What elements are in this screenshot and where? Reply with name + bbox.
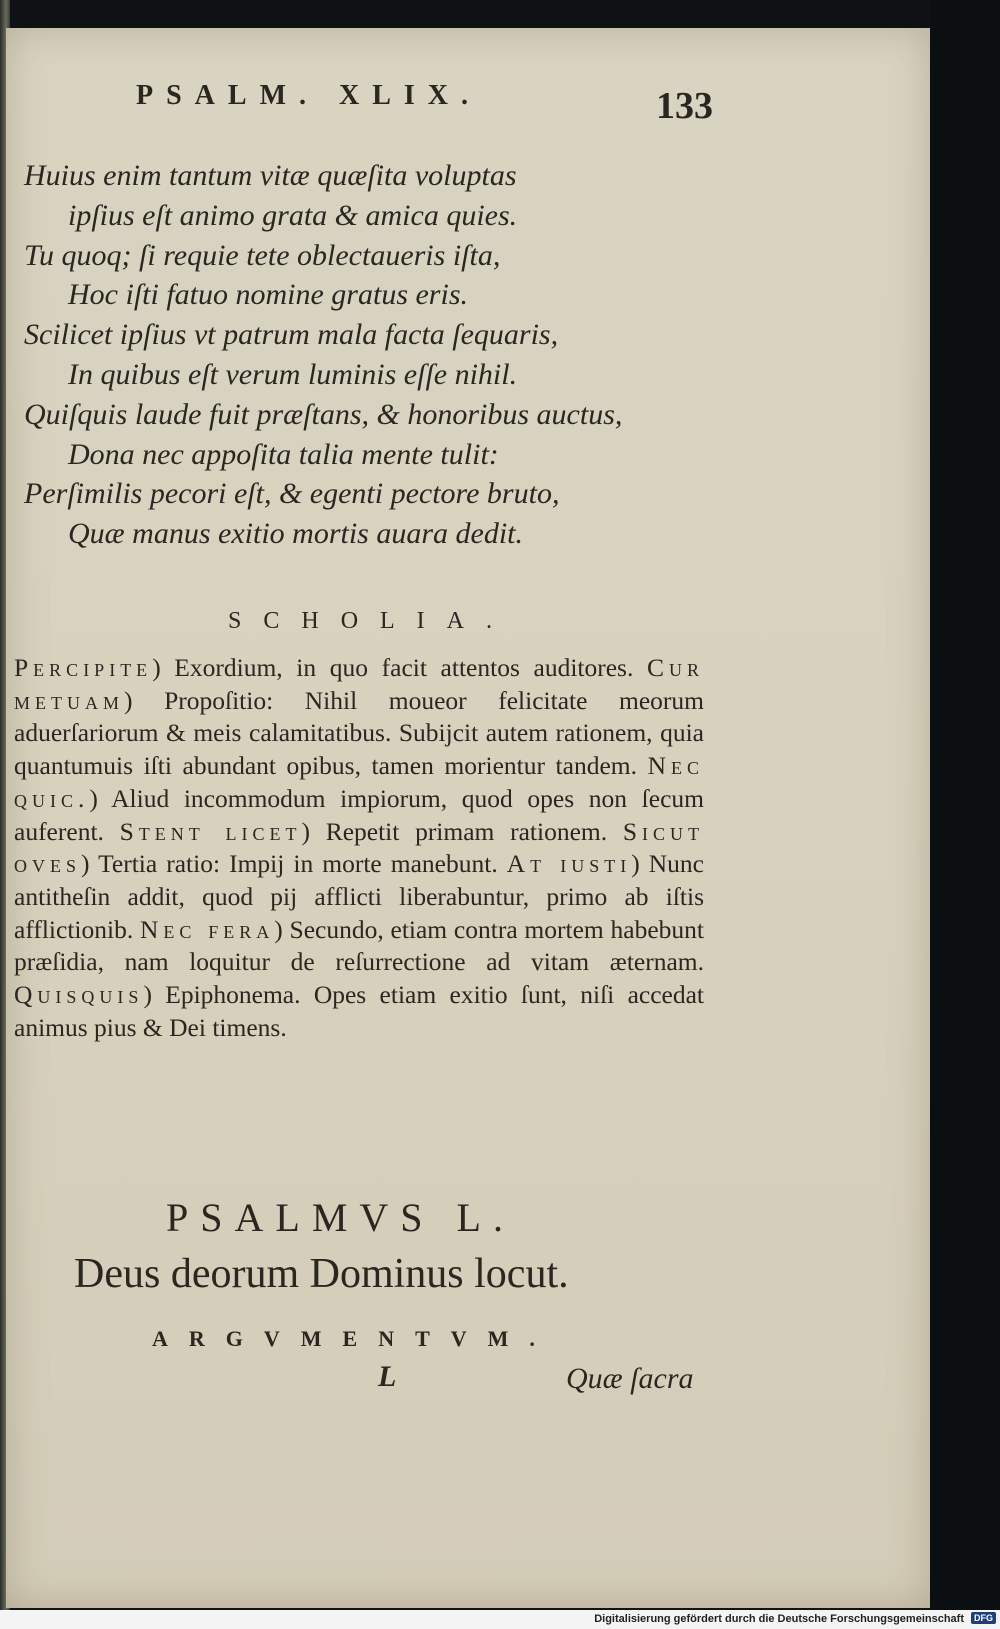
scholia-text: ) Tertia ratio: Impij in morte manebunt. [81,849,498,879]
scholia-lemma: Percipite [14,653,153,682]
signature-mark: L [378,1360,397,1393]
scholia-lemma: Stent licet [119,816,302,846]
scholia-text: ) Propoſitio: Nihil moueor felicitate meorum aduerſariorum & meis calamitatibus. Subijcit autem rationem, quia quantumuis iſti abundant opibus, tamen morientur tandem. [14,685,704,781]
psalm-title: PSALMVS L. [166,1195,515,1240]
running-head: PSALM. XLIX. [136,80,482,111]
scholia-lemma: Nec quic. [14,751,705,813]
page-number: 133 [656,85,713,127]
dfg-logo: DFG [971,1612,996,1624]
psalm-incipit: Deus deorum Dominus locut. [74,1251,569,1297]
funding-credit: Digitalisierung gefördert durch die Deutsche Forschungsgemeinschaft [594,1613,964,1625]
verse-line: Perſimilis pecori eſt, & egenti pectore bruto, [24,477,560,511]
verse-line: In quibus eſt verum luminis eſſe nihil. [68,357,518,391]
scholia-text: ) Exordium, in quo facit attentos auditores. [152,653,634,682]
scholia-lemma: Quisquis [14,980,144,1010]
scholia-lemma: At iusti [506,849,632,879]
verse-line: Quæ manus exitio mortis auara dedit. [68,517,523,551]
scan-right-border [930,0,1000,1610]
scholia-lemma: Nec fera [140,914,275,944]
scholia-text: ) Secundo, etiam contra mortem habebunt præſidia, nam loquitur de reſurrectione ad vitam æternam. [14,914,704,977]
verse-line: ipſius eſt animo grata & amica quies. [68,198,518,232]
scholia-text: ) Epiphonema. Opes etiam exitio ſunt, niſi accedat animus pius & Dei timens. [14,980,704,1042]
scholia-text: ) Nunc antitheſin addit, quod pij afflicti liberabuntur, primo ab iſtis afflictionib. [14,849,704,944]
scholia-lemma: Sicut oves [14,816,705,879]
verse-line: Huius enim tantum vitæ quæſita voluptas [24,159,517,192]
verse-line: Scilicet ipſius vt patrum mala facta ſequaris, [24,318,559,352]
verse-line: Hoc iſti fatuo nomine gratus eris. [68,278,468,312]
scholia-text: ) Repetit primam rationem. [301,816,608,846]
scholia-heading: SCHOLIA. [228,608,515,634]
verse-line: Dona nec appoſita talia mente tulit: [68,437,499,471]
scholia-commentary [14,652,704,1044]
verse-line: Quiſquis laude fuit præſtans, & honoribus auctus, [24,397,623,431]
scan-top-border [0,0,1000,30]
scholia-lemma: Cur metuam [14,653,705,715]
scholia-text: ) Aliud incommodum impiorum, quod opes non ſecum auferent. [14,783,704,846]
book-page [6,28,930,1608]
argument-heading: ARGVMENTVM. [152,1326,556,1351]
verse-block [24,156,744,554]
catchword: Quæ ſacra [566,1362,694,1395]
verse-line: Tu quoq; ſi requie tete oblectaueris iſta, [24,238,501,272]
digitization-footer [0,1610,1000,1629]
